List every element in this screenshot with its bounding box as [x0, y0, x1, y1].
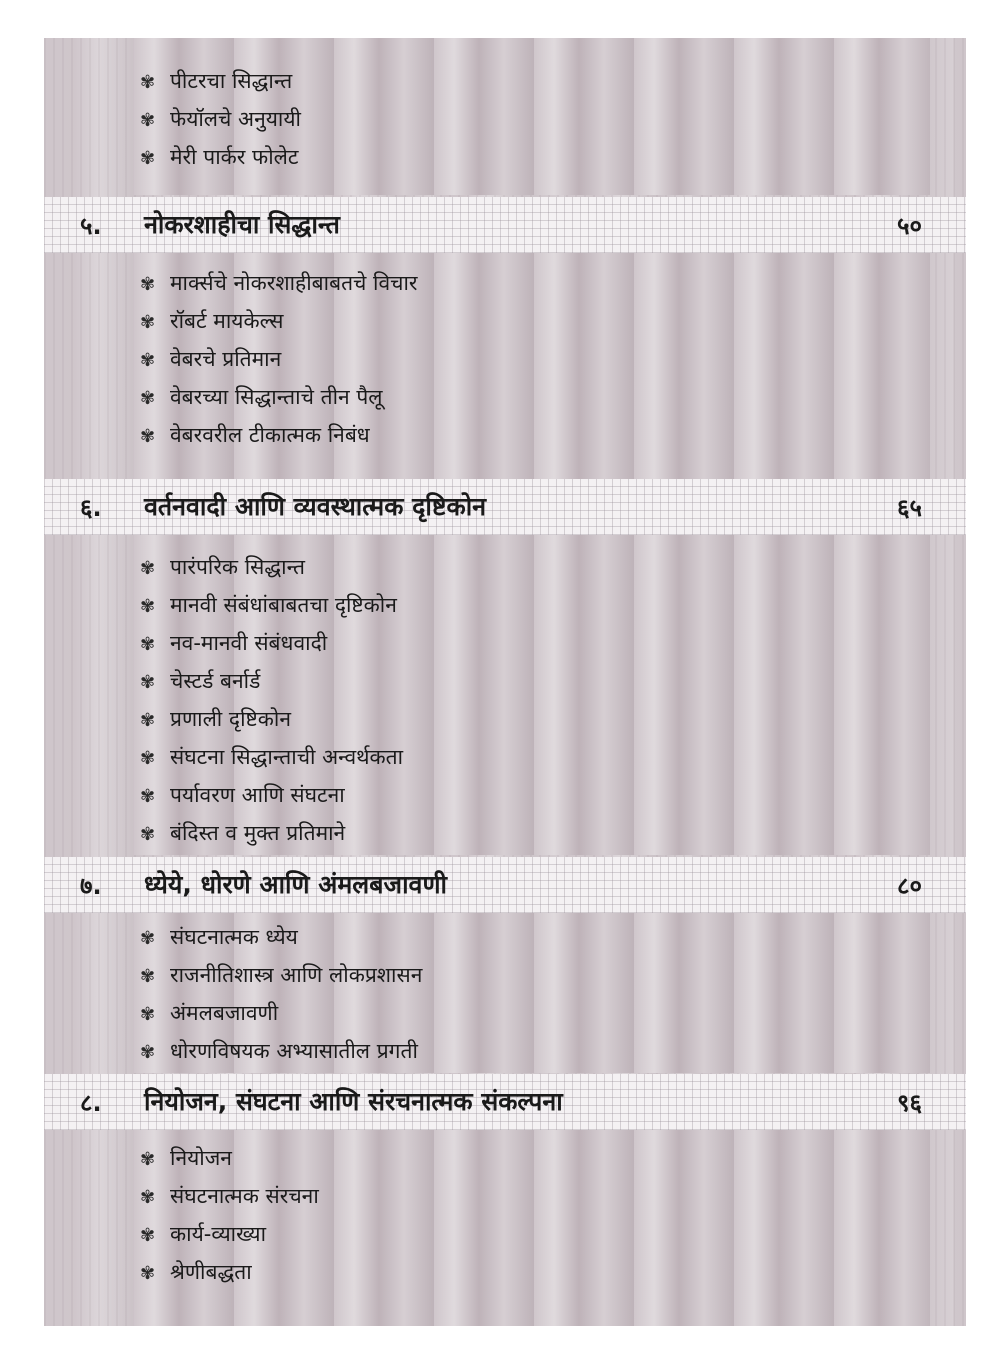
toc-subitems [140, 1139, 319, 1291]
chapter-title: ध्येये, धोरणे आणि अंमलबजावणी [144, 870, 448, 899]
page-number: ५० [897, 212, 922, 240]
chapter-title: नियोजन, संघटना आणि संरचनात्मक संकल्पना [144, 1087, 563, 1116]
toc-subitems [140, 918, 422, 1070]
chapter-title: वर्तनवादी आणि व्यवस्थात्मक दृष्टिकोन [144, 492, 487, 521]
flower-bullet-icon: ✾ [140, 148, 156, 169]
list-item: ✾ नियोजन [140, 1139, 319, 1177]
chapter-heading [44, 1074, 966, 1130]
list-item: ✾ पर्यावरण आणि संघटना [140, 776, 403, 814]
list-item: ✾ रॉबर्ट मायकेल्स [140, 302, 418, 340]
flower-bullet-icon: ✾ [140, 966, 156, 987]
list-item: ✾ वेबरचे प्रतिमान [140, 340, 418, 378]
list-item: ✾ संघटना सिद्धान्ताची अन्वर्थकता [140, 738, 403, 776]
list-item: ✾ चेस्टर्ड बर्नार्ड [140, 662, 403, 700]
chapter-number: ६. [80, 494, 102, 522]
chapter-title: नोकरशाहीचा सिद्धान्त [144, 210, 340, 239]
list-item: ✾ मेरी पार्कर फोलेट [140, 138, 301, 176]
flower-bullet-icon: ✾ [140, 1004, 156, 1025]
flower-bullet-icon: ✾ [140, 824, 156, 845]
list-item: ✾ प्रणाली दृष्टिकोन [140, 700, 403, 738]
list-item: ✾ धोरणविषयक अभ्यासातील प्रगती [140, 1032, 422, 1070]
list-item: ✾ पारंपरिक सिद्धान्त [140, 548, 403, 586]
flower-bullet-icon: ✾ [140, 710, 156, 731]
flower-bullet-icon: ✾ [140, 388, 156, 409]
chapter-number: ८. [80, 1089, 102, 1117]
flower-bullet-icon: ✾ [140, 1225, 156, 1246]
list-item: ✾ बंदिस्त व मुक्त प्रतिमाने [140, 814, 403, 852]
flower-bullet-icon: ✾ [140, 634, 156, 655]
list-item: ✾ कार्य-व्याख्या [140, 1215, 319, 1253]
flower-bullet-icon: ✾ [140, 928, 156, 949]
list-item: ✾ मार्क्सचे नोकरशाहीबाबतचे विचार [140, 264, 418, 302]
flower-bullet-icon: ✾ [140, 274, 156, 295]
flower-bullet-icon: ✾ [140, 350, 156, 371]
flower-bullet-icon: ✾ [140, 110, 156, 131]
flower-bullet-icon: ✾ [140, 1149, 156, 1170]
page-number: ८० [897, 872, 922, 900]
list-item: ✾ फेयॉलचे अनुयायी [140, 100, 301, 138]
flower-bullet-icon: ✾ [140, 1187, 156, 1208]
list-item: ✾ पीटरचा सिद्धान्त [140, 62, 301, 100]
flower-bullet-icon: ✾ [140, 558, 156, 579]
flower-bullet-icon: ✾ [140, 426, 156, 447]
chapter-heading [44, 197, 966, 253]
toc-page [44, 38, 966, 1326]
page-number: ६५ [897, 494, 922, 522]
list-item: ✾ वेबरवरील टीकात्मक निबंध [140, 416, 418, 454]
page-number: ९६ [897, 1089, 922, 1117]
chapter-number: ७. [80, 872, 102, 900]
list-item: ✾ संघटनात्मक ध्येय [140, 918, 422, 956]
list-item: ✾ श्रेणीबद्धता [140, 1253, 319, 1291]
flower-bullet-icon: ✾ [140, 1263, 156, 1284]
toc-subitems [140, 62, 301, 176]
chapter-heading [44, 857, 966, 913]
list-item: ✾ राजनीतिशास्त्र आणि लोकप्रशासन [140, 956, 422, 994]
flower-bullet-icon: ✾ [140, 786, 156, 807]
list-item: ✾ मानवी संबंधांबाबतचा दृष्टिकोन [140, 586, 403, 624]
flower-bullet-icon: ✾ [140, 1042, 156, 1063]
list-item: ✾ अंमलबजावणी [140, 994, 422, 1032]
chapter-number: ५. [80, 212, 102, 240]
list-item: ✾ नव-मानवी संबंधवादी [140, 624, 403, 662]
list-item: ✾ वेबरच्या सिद्धान्ताचे तीन पैलू [140, 378, 418, 416]
toc-subitems [140, 548, 403, 852]
flower-bullet-icon: ✾ [140, 748, 156, 769]
flower-bullet-icon: ✾ [140, 596, 156, 617]
flower-bullet-icon: ✾ [140, 72, 156, 93]
flower-bullet-icon: ✾ [140, 312, 156, 333]
toc-subitems [140, 264, 418, 454]
list-item: ✾ संघटनात्मक संरचना [140, 1177, 319, 1215]
chapter-heading [44, 479, 966, 535]
flower-bullet-icon: ✾ [140, 672, 156, 693]
